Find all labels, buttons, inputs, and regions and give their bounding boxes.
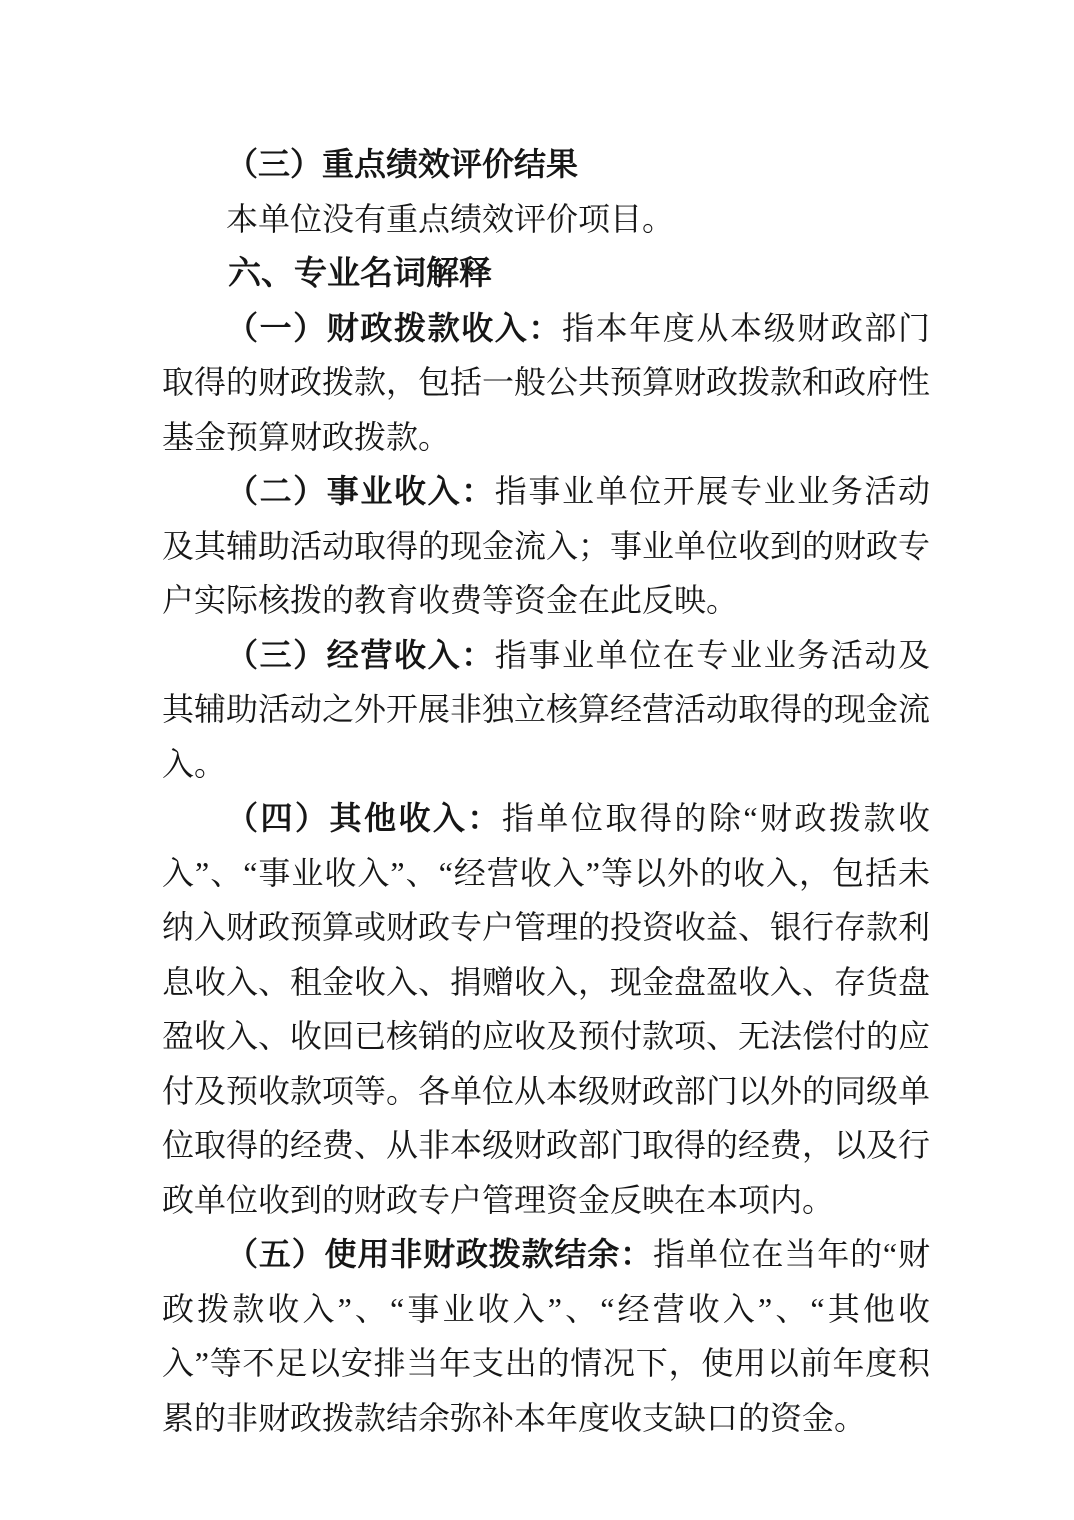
term-lead: （五）使用非财政拨款结余： — [226, 1236, 653, 1272]
term-body: 指本年度从本级财政部门取得的财政拨款，包括一般公共预算财政拨款和政府性基金预算财政拨款。 — [162, 309, 931, 455]
term-lead: （二）事业收入： — [226, 473, 495, 509]
term-body: 指单位在当年的“财政拨款收入”、“事业收入”、“经营收入”、“其他收入”等不足以安排当年支出的情况下，使用以前年度积累的非财政拨款结余弥补本年度收支缺口的资金。 — [162, 1236, 930, 1436]
term-paragraph-non-fiscal-surplus — [162, 1227, 930, 1445]
term-paragraph-operating-income-institution — [162, 464, 930, 628]
performance-result-note: 本单位没有重点绩效评价项目。 — [226, 200, 675, 237]
term-paragraph-business-income — [162, 628, 930, 792]
term-paragraph-other-income — [162, 791, 930, 1227]
performance-result-heading: （三）重点绩效评价结果 — [226, 146, 579, 182]
term-lead: （四）其他收入： — [226, 800, 502, 836]
term-body: 指单位取得的除“财政拨款收入”、“事业收入”、“经营收入”等以外的收入，包括未纳入财政预算或财政专户管理的投资收益、银行存款利息收入、租金收入、捐赠收入，现金盘盈收入、存货盘盈收入、收回已核销的应收及预付款项、无法偿付的应付及预收款项等。各单位从本级财政部门以外的同级单位取得的经费、从非本级财政部门取得的经费，以及行政单位收到的财政专户管理资金反映在本项内。 — [162, 800, 931, 1218]
term-paragraph-fiscal-appropriation-income — [162, 301, 930, 465]
document-body — [162, 137, 930, 1445]
term-lead: （一）财政拨款收入： — [226, 309, 562, 346]
term-lead: （三）经营收入： — [226, 636, 495, 673]
term-body: 指事业单位开展专业业务活动及其辅助活动取得的现金流入；事业单位收到的财政专户实际核拨的教育收费等资金在此反映。 — [162, 473, 931, 618]
term-body: 指事业单位在专业业务活动及其辅助活动之外开展非独立核算经营活动取得的现金流入。 — [162, 636, 931, 782]
glossary-section-title: 六、专业名词解释 — [228, 254, 492, 291]
